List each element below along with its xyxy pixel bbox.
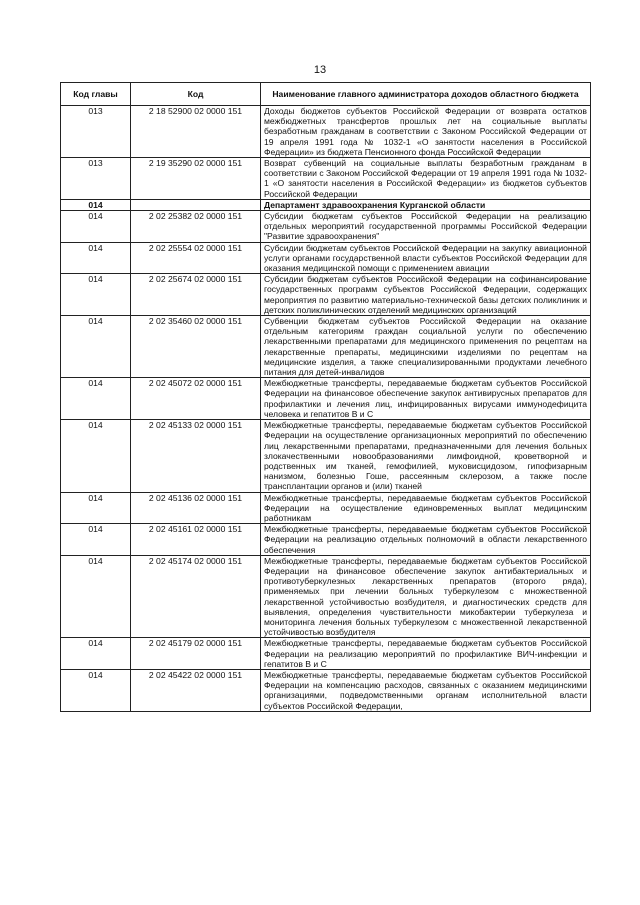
revenue-code-cell: 2 02 45179 02 0000 151 [131, 638, 261, 670]
table-row [61, 638, 591, 670]
table-row [61, 669, 591, 711]
administrator-name-cell: Субсидии бюджетам субъектов Российской Федерации на закупку авиационной услуги органами государственной власти субъектов Российской Федерации для оказания медицинской помощи с применением авиации [261, 242, 591, 274]
header-name: Наименование главного администратора доходов областного бюджета [261, 83, 591, 106]
chapter-code-cell: 014 [61, 211, 131, 243]
revenue-code-cell: 2 02 45161 02 0000 151 [131, 524, 261, 556]
revenue-code-cell: 2 02 45072 02 0000 151 [131, 378, 261, 420]
table-row [61, 274, 591, 316]
department-row [61, 199, 591, 210]
administrator-name-cell: Департамент здравоохранения Курганской области [261, 199, 591, 210]
administrator-name-cell: Доходы бюджетов субъектов Российской Федерации от возврата остатков межбюджетных трансфертов прошлых лет на социальные выплаты безработным гражданам в соответствии с Законом Российской Федерации от 19 апреля 1991 года № 1032-1 «О занятости населения в Российской Федерации» из бюджета Пенсионного фонда Российской Федерации [261, 106, 591, 158]
chapter-code-cell: 014 [61, 492, 131, 524]
chapter-code-cell: 014 [61, 274, 131, 316]
revenue-code-cell: 2 18 52900 02 0000 151 [131, 106, 261, 158]
administrator-name-cell: Возврат субвенций на социальные выплаты безработным гражданам в соответствии с Законом Российской Федерации от 19 апреля 1991 года № 1032-1 «О занятости населения в Российской Федерации» из бюджетов субъектов Российской Федерации [261, 158, 591, 200]
revenue-code-cell: 2 02 45174 02 0000 151 [131, 555, 261, 638]
chapter-code-cell: 014 [61, 555, 131, 638]
revenue-code-cell: 2 02 25674 02 0000 151 [131, 274, 261, 316]
table-row [61, 524, 591, 556]
administrator-name-cell: Межбюджетные трансферты, передаваемые бюджетам субъектов Российской Федерации на финансовое обеспечение закупок антивирусных препаратов для профилактики и лечения лиц, инфицированных вирусами иммунодефицита человека и гепатитов В и С [261, 378, 591, 420]
table-row [61, 242, 591, 274]
chapter-code-cell: 014 [61, 316, 131, 378]
header-code: Код [131, 83, 261, 106]
table-header [61, 83, 591, 106]
header-chapter-code: Код главы [61, 83, 131, 106]
table-body [61, 106, 591, 712]
administrator-name-cell: Межбюджетные трансферты, передаваемые бюджетам субъектов Российской Федерации на финансовое обеспечение закупок антибактериальных и противотуберкулезных лекарственных препаратов (второго ряда), применяемых при лечении больных туберкулезом с множественной лекарственной устойчивостью возбудителя, и диагностических средств для выявления, определения чувствительности микобактерии туберкулеза и мониторинга лечения больных туберкулезом с множественной лекарственной устойчивостью возбудителя [261, 555, 591, 638]
administrator-name-cell: Субвенции бюджетам субъектов Российской Федерации на оказание отдельным категориям граждан социальной услуги по обеспечению лекарственными препаратами для медицинского применения по рецептам на лекарственные препараты, медицинскими изделиями по рецептам на медицинские изделия, а также специализированными продуктами лечебного питания для детей-инвалидов [261, 316, 591, 378]
administrator-name-cell: Межбюджетные трансферты, передаваемые бюджетам субъектов Российской Федерации на реализацию отдельных полномочий в области лекарственного обеспечения [261, 524, 591, 556]
table-row [61, 378, 591, 420]
revenue-administrators-table [60, 82, 591, 712]
chapter-code-cell: 014 [61, 420, 131, 492]
table-row [61, 316, 591, 378]
revenue-code-cell: 2 02 45422 02 0000 151 [131, 669, 261, 711]
administrator-name-cell: Субсидии бюджетам субъектов Российской Федерации на реализацию отдельных мероприятий государственной программы Российской Федерации "Развитие здравоохранения" [261, 211, 591, 243]
table-row [61, 420, 591, 492]
chapter-code-cell: 013 [61, 158, 131, 200]
chapter-code-cell: 014 [61, 524, 131, 556]
administrator-name-cell: Межбюджетные трансферты, передаваемые бюджетам субъектов Российской Федерации на компенсацию расходов, связанных с оказанием медицинскими организациями, подведомственными органам исполнительной власти субъектов Российской Федерации, [261, 669, 591, 711]
chapter-code-cell: 014 [61, 242, 131, 274]
page-number: 13 [313, 64, 327, 76]
revenue-code-cell [131, 199, 261, 210]
administrator-name-cell: Субсидии бюджетам субъектов Российской Федерации на софинансирование государственных программ субъектов Российской Федерации, содержащих мероприятия по развитию материально-технической базы детских поликлиник и детских поликлинических отделений медицинских организаций [261, 274, 591, 316]
chapter-code-cell: 014 [61, 669, 131, 711]
revenue-code-cell: 2 02 45133 02 0000 151 [131, 420, 261, 492]
chapter-code-cell: 014 [61, 378, 131, 420]
revenue-code-cell: 2 02 35460 02 0000 151 [131, 316, 261, 378]
chapter-code-cell: 013 [61, 106, 131, 158]
table-row [61, 555, 591, 638]
table-row [61, 158, 591, 200]
revenue-code-cell: 2 02 25382 02 0000 151 [131, 211, 261, 243]
table-row [61, 106, 591, 158]
chapter-code-cell: 014 [61, 638, 131, 670]
table-row [61, 492, 591, 524]
administrator-name-cell: Межбюджетные трансферты, передаваемые бюджетам субъектов Российской Федерации на осуществление организационных мероприятий по обеспечению лиц лекарственными препаратами, предназначенными для лечения больных злокачественными новообразованиями лимфоидной, кроветворной и родственных им тканей, гемофилией, муковисцидозом, гипофизарным нанизмом, болезнью Гоше, рассеянным склерозом, а также после трансплантации органов и (или) тканей [261, 420, 591, 492]
table-row [61, 211, 591, 243]
administrator-name-cell: Межбюджетные трансферты, передаваемые бюджетам субъектов Российской Федерации на реализацию мероприятий по профилактике ВИЧ-инфекции и гепатитов В и С [261, 638, 591, 670]
revenue-code-cell: 2 19 35290 02 0000 151 [131, 158, 261, 200]
administrator-name-cell: Межбюджетные трансферты, передаваемые бюджетам субъектов Российской Федерации на осуществление единовременных выплат медицинским работникам [261, 492, 591, 524]
revenue-code-cell: 2 02 25554 02 0000 151 [131, 242, 261, 274]
chapter-code-cell: 014 [61, 199, 131, 210]
revenue-code-cell: 2 02 45136 02 0000 151 [131, 492, 261, 524]
